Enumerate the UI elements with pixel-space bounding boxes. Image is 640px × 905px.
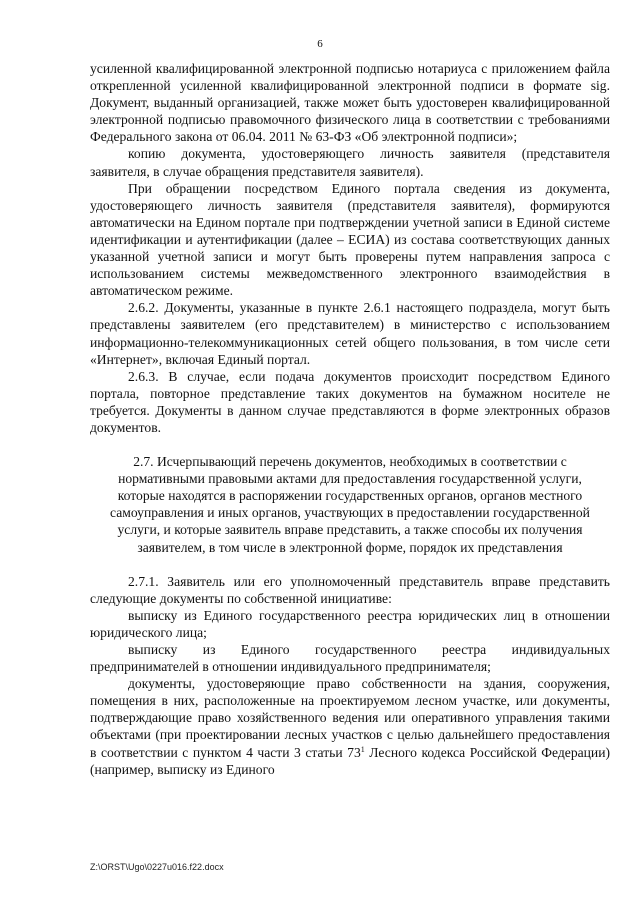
page-number: 6	[317, 38, 323, 50]
paragraph: усиленной квалифицированной электронной подписью нотариуса с приложением файла открепленной усиленной квалифицированной электронной подписи в формате sig. Документ, выданный организацией, также может быть удостоверен квалифицированной электронной подписью правомочного физического лица в соответствии с требованиями Федерального закона от 06.04. 2011 № 63-ФЗ «Об электронной подписи»;	[90, 61, 610, 145]
section-heading: 2.7. Исчерпывающий перечень документов, необходимых в соответствии с нормативными правовыми актами для предоставления государственной услуги, которые находятся в распоряжении государственных органов, органов местного самоуправления и иных органов, участвующих в предоставлении государственной услуги, и которые заявитель вправе представить, а также способы их получения заявителем, в том числе в электронной форме, порядок их представления	[110, 454, 590, 555]
paragraph: копию документа, удостоверяющего личность заявителя (представителя заявителя, в случае обращения представителя заявителя).	[90, 146, 610, 179]
document-body	[90, 60, 610, 778]
paragraph: 2.7.1. Заявитель или его уполномоченный представитель вправе представить следующие документы по собственной инициативе:	[90, 573, 610, 606]
paragraph: выписку из Единого государственного реестра юридических лиц в отношении юридического лица;	[90, 607, 610, 640]
paragraph: выписку из Единого государственного реестра индивидуальных предпринимателей в отношении индивидуального предпринимателя;	[90, 642, 610, 675]
superscript-marker: 1	[360, 744, 365, 754]
paragraph: При обращении посредством Единого портала сведения из документа, удостоверяющего личность заявителя (представителя заявителя), формируются автоматически на Едином портале при подтверждении учетной записи в Единой системе идентификации и аутентификации (далее – ЕСИА) из состава соответствующих данных указанной учетной записи и могут быть проверены путем направления запроса с использованием системы межведомственного электронного взаимодействия в автоматическом режиме.	[90, 180, 610, 299]
paragraph-with-footnote	[90, 675, 610, 778]
paragraph: 2.6.2. Документы, указанные в пункте 2.6.1 настоящего подраздела, могут быть представлены заявителем (его представителем) в министерство с использованием информационно-телекоммуникационных сетей общего пользования, в том числе сети «Интернет», включая Единый портал.	[90, 300, 610, 367]
paragraph-text: документы, удостоверяющие право собственности на здания, сооружения, помещения в них, расположенные на проектируемом лесном участке, или документы, подтверждающие право хозяйственного ведения или оперативного управления такими объектами (при проектировании лесных участков с целью дальнейшего предоставления в соответствии с пунктом 4 части 3 статьи 73	[90, 676, 610, 760]
paragraph-text-continued: Лесного кодекса Российской Федерации) (например, выписку из Единого	[90, 744, 611, 777]
paragraph: 2.6.3. В случае, если подача документов происходит посредством Единого портала, повторное представление таких документов на бумажном носителе не требуется. Документы в данном случае представляются в форме электронных образов документов.	[90, 368, 610, 435]
file-path-footer: Z:\ORST\Ugo\0227u016.f22.docx	[90, 862, 224, 872]
